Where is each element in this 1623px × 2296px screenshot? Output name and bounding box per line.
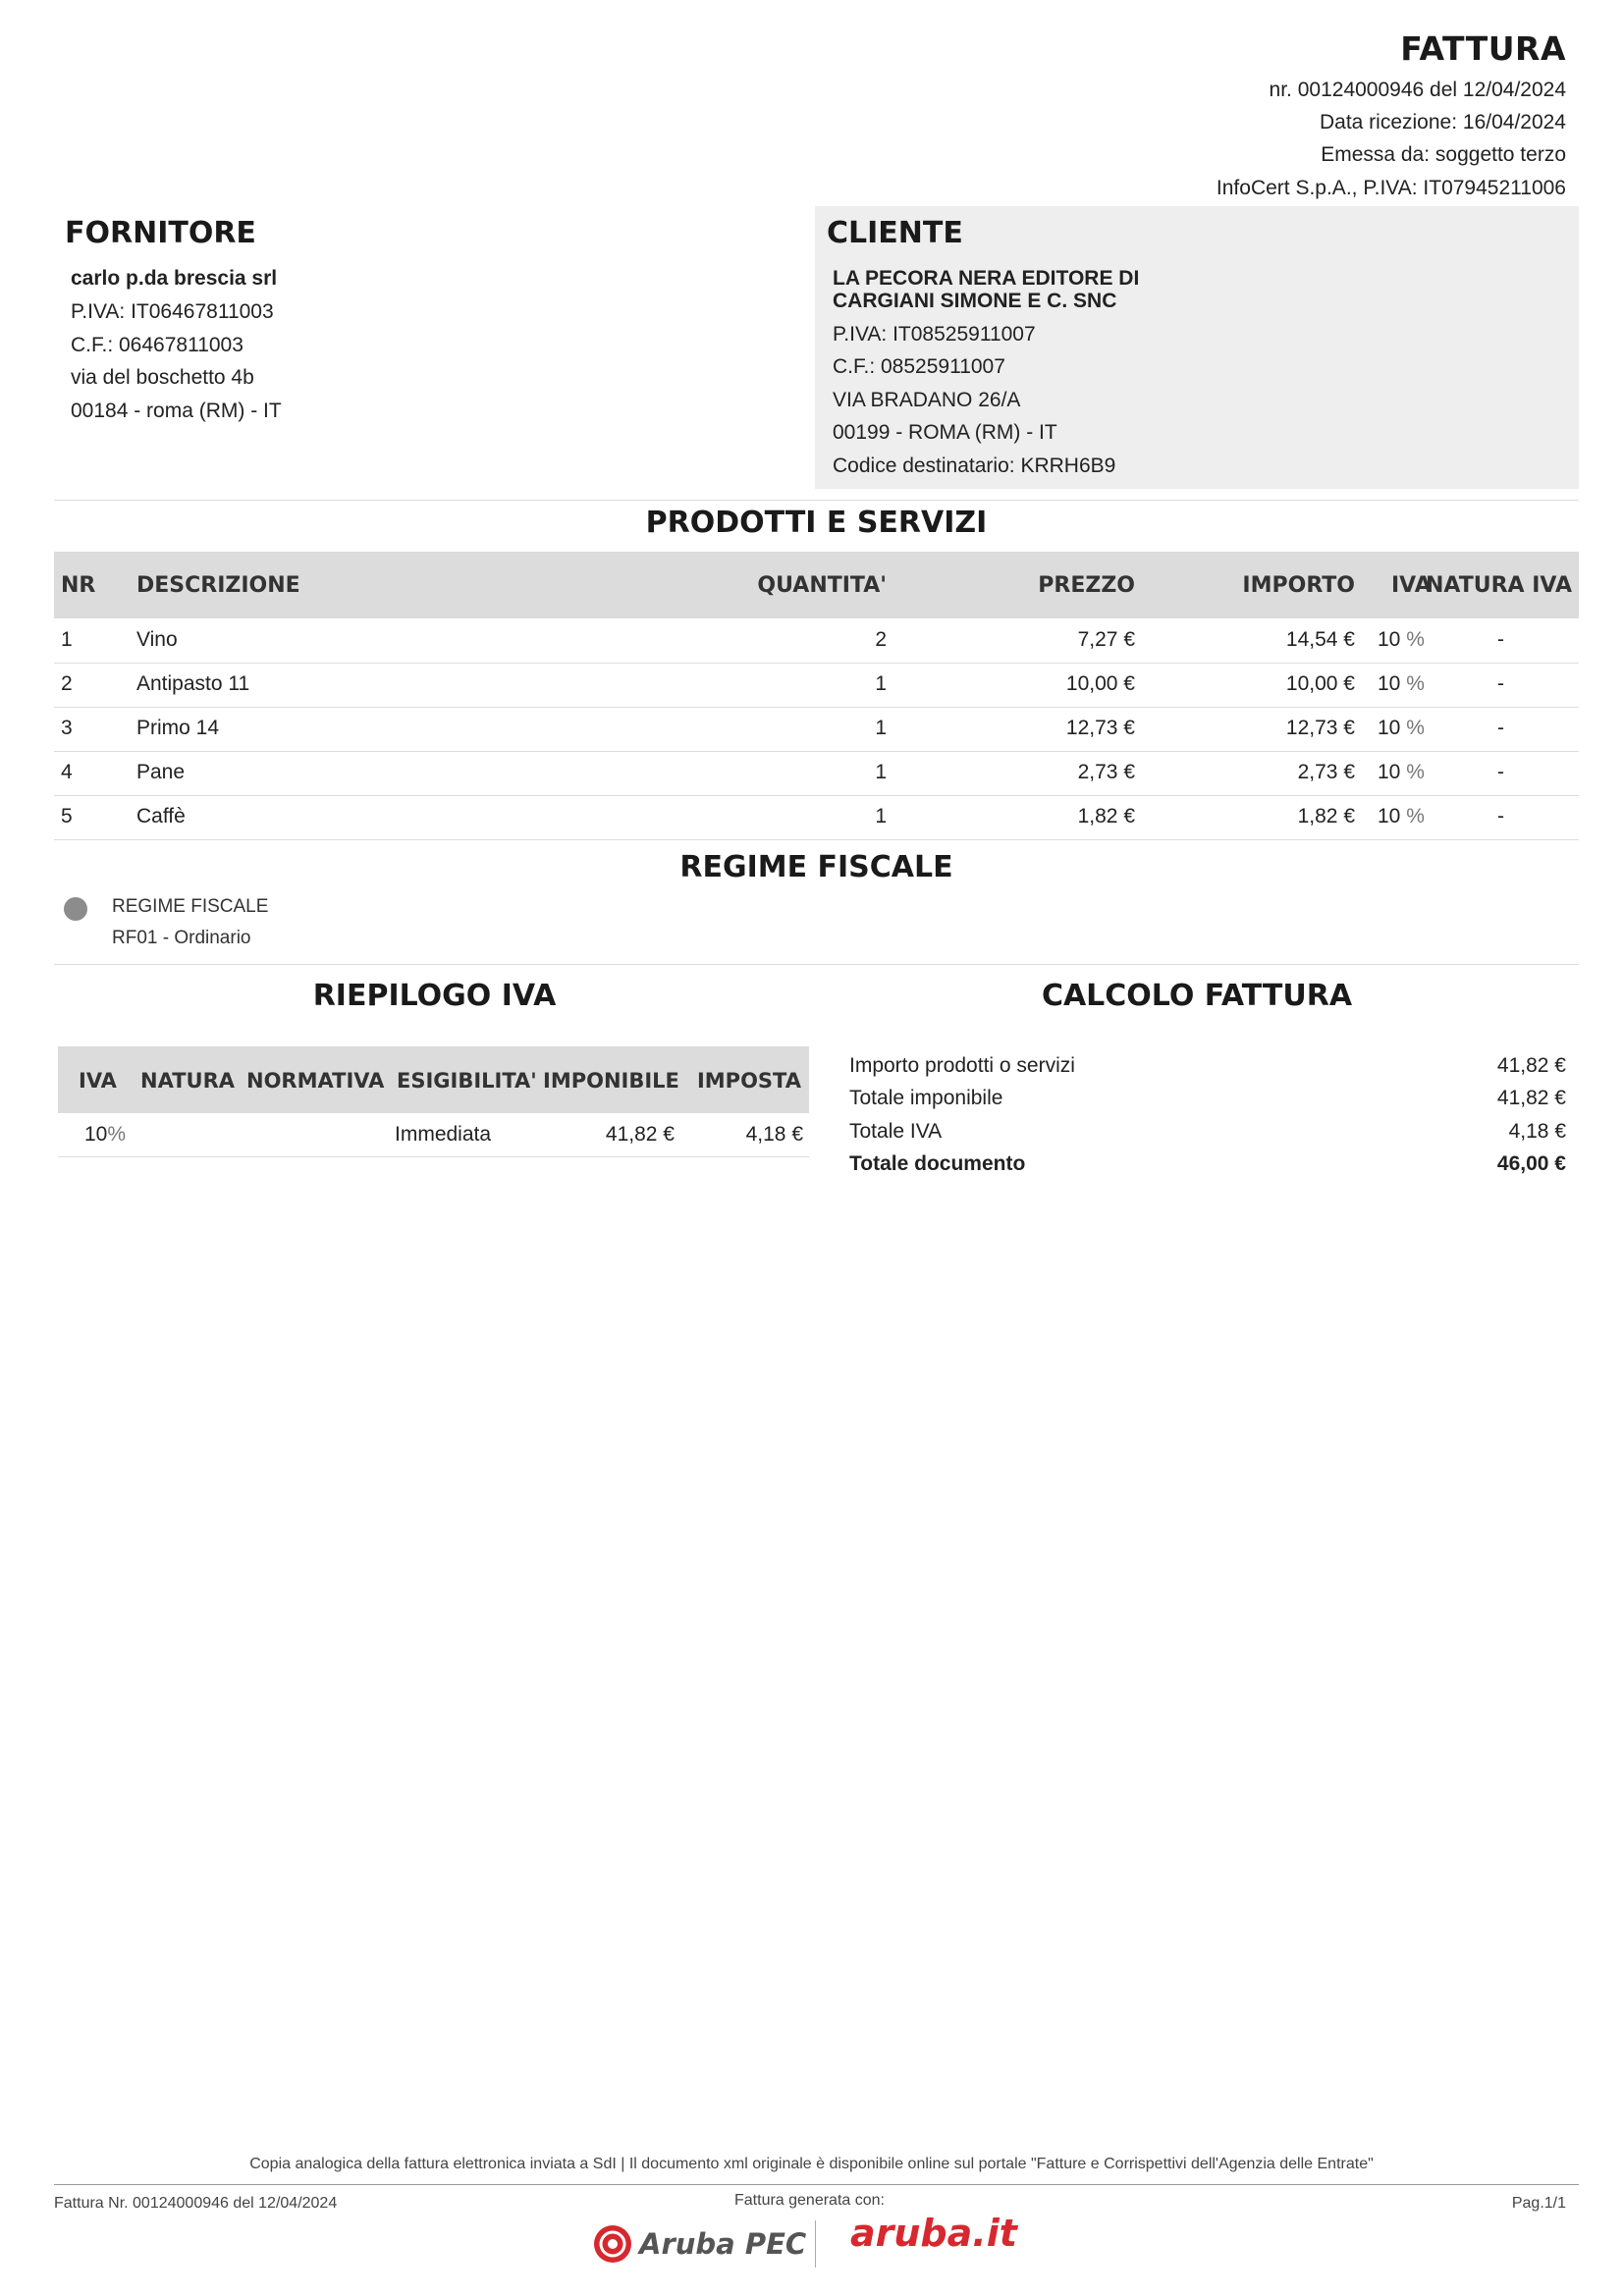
calc-label: Importo prodotti o servizi bbox=[849, 1054, 1075, 1077]
client-name-line2: CARGIANI SIMONE E C. SNC bbox=[833, 290, 1117, 312]
divider bbox=[54, 500, 1579, 501]
row-quantity: 2 bbox=[875, 628, 887, 651]
row-price: 7,27 € bbox=[1077, 628, 1135, 651]
row-vat-pct: % bbox=[1406, 672, 1425, 695]
col-amount: IMPORTO bbox=[1242, 573, 1355, 598]
supplier-section bbox=[65, 216, 256, 250]
row-amount: 14,54 € bbox=[1285, 628, 1355, 651]
row-amount: 2,73 € bbox=[1297, 761, 1355, 783]
supplier-address: via del boschetto 4b bbox=[71, 366, 254, 389]
vat-summary-title: RIEPILOGO IVA bbox=[312, 979, 557, 1013]
supplier-piva: P.IVA: IT06467811003 bbox=[71, 300, 274, 323]
row-vat-pct: % bbox=[1406, 761, 1425, 783]
row-amount: 10,00 € bbox=[1285, 672, 1355, 695]
col-regulation: NORMATIVA bbox=[246, 1069, 385, 1093]
row-nr: 5 bbox=[61, 805, 73, 828]
client-city: 00199 - ROMA (RM) - IT bbox=[833, 421, 1057, 444]
footer-invoice-ref: Fattura Nr. 00124000946 del 12/04/2024 bbox=[54, 2195, 338, 2212]
row-description: Primo 14 bbox=[136, 717, 220, 739]
row-quantity: 1 bbox=[875, 672, 887, 695]
invoice-number-line: nr. 00124000946 del 12/04/2024 bbox=[1269, 79, 1566, 101]
row-quantity: 1 bbox=[875, 805, 887, 828]
row-vat-pct: % bbox=[1406, 628, 1425, 651]
col-chargeability: ESIGIBILITA' bbox=[397, 1069, 537, 1093]
vat-summary-header bbox=[58, 1046, 809, 1113]
row-vat bbox=[1378, 672, 1425, 696]
aruba-pec-seal-icon bbox=[592, 2223, 633, 2265]
footer-divider bbox=[54, 2184, 1579, 2185]
col-vat: IVA bbox=[79, 1069, 117, 1093]
table-row bbox=[54, 618, 1579, 664]
row-vat-nature: - bbox=[1497, 805, 1504, 828]
row-nr: 3 bbox=[61, 717, 73, 739]
table-row bbox=[58, 1113, 809, 1157]
footer-note: Copia analogica della fattura elettronica inviata a SdI | Il documento xml originale è disponibile online sul portale "Fatture e Corrispettivi dell'Agenzia delle Entrate" bbox=[249, 2156, 1374, 2172]
table-row bbox=[54, 751, 1579, 796]
intermediary-line: InfoCert S.p.A., P.IVA: IT07945211006 bbox=[1216, 177, 1566, 199]
row-price: 10,00 € bbox=[1065, 672, 1135, 695]
col-tax: IMPOSTA bbox=[696, 1069, 801, 1093]
footer-page: Pag.1/1 bbox=[1511, 2195, 1566, 2212]
client-piva: P.IVA: IT08525911007 bbox=[833, 323, 1036, 346]
vat-chargeability: Immediata bbox=[395, 1123, 492, 1146]
col-quantity: QUANTITA' bbox=[757, 573, 887, 598]
row-amount: 12,73 € bbox=[1285, 717, 1355, 739]
col-nature: NATURA bbox=[140, 1069, 235, 1093]
footer-generated-with: Fattura generata con: bbox=[734, 2192, 885, 2209]
row-vat-value: 10 bbox=[1378, 805, 1401, 828]
row-nr: 1 bbox=[61, 628, 73, 651]
row-description: Antipasto 11 bbox=[136, 672, 250, 695]
row-quantity: 1 bbox=[875, 717, 887, 739]
supplier-name: carlo p.da brescia srl bbox=[71, 267, 278, 290]
col-nr: NR bbox=[61, 573, 96, 598]
row-vat bbox=[1378, 628, 1425, 652]
received-date-line: Data ricezione: 16/04/2024 bbox=[1319, 111, 1566, 133]
vat-rate: 10 bbox=[84, 1123, 108, 1146]
row-description: Caffè bbox=[136, 805, 186, 828]
row-vat-value: 10 bbox=[1378, 672, 1401, 695]
row-quantity: 1 bbox=[875, 761, 887, 783]
client-name-line1: LA PECORA NERA EDITORE DI bbox=[833, 267, 1140, 290]
calc-title: CALCOLO FATTURA bbox=[1041, 979, 1353, 1013]
calc-value: 4,18 € bbox=[1508, 1120, 1566, 1143]
row-price: 1,82 € bbox=[1077, 805, 1135, 828]
total-label: Totale documento bbox=[849, 1152, 1026, 1175]
supplier-title: FORNITORE bbox=[65, 216, 256, 250]
supplier-cf: C.F.: 06467811003 bbox=[71, 334, 243, 356]
calc-label: Totale imponibile bbox=[849, 1087, 1003, 1109]
row-vat-pct: % bbox=[1406, 717, 1425, 739]
divider bbox=[54, 964, 1579, 965]
row-vat bbox=[1378, 761, 1425, 784]
client-title: CLIENTE bbox=[827, 216, 963, 250]
row-vat-nature: - bbox=[1497, 761, 1504, 783]
row-description: Pane bbox=[136, 761, 186, 783]
col-vat-nature: NATURA IVA bbox=[1426, 573, 1572, 598]
aruba-pec-logo-text: Aruba PEC bbox=[639, 2227, 807, 2261]
client-cf: C.F.: 08525911007 bbox=[833, 355, 1005, 378]
calc-value: 41,82 € bbox=[1496, 1087, 1566, 1109]
row-description: Vino bbox=[136, 628, 178, 651]
row-vat-nature: - bbox=[1497, 628, 1504, 651]
vat-value bbox=[84, 1123, 126, 1147]
invoice-title: FATTURA bbox=[1400, 29, 1566, 68]
row-nr: 4 bbox=[61, 761, 73, 783]
row-vat bbox=[1378, 717, 1425, 740]
aruba-pec-logo bbox=[592, 2222, 806, 2266]
row-vat-pct: % bbox=[1406, 805, 1425, 828]
row-vat-nature: - bbox=[1497, 717, 1504, 739]
logo-divider bbox=[815, 2220, 816, 2268]
calc-label: Totale IVA bbox=[849, 1120, 943, 1143]
row-vat-nature: - bbox=[1497, 672, 1504, 695]
client-recipient-code: Codice destinatario: KRRH6B9 bbox=[833, 454, 1116, 477]
regime-label: REGIME FISCALE bbox=[112, 896, 269, 917]
regime-title: REGIME FISCALE bbox=[679, 850, 953, 884]
supplier-city: 00184 - roma (RM) - IT bbox=[71, 400, 282, 422]
products-table-header bbox=[54, 552, 1579, 618]
row-vat-value: 10 bbox=[1378, 628, 1401, 651]
calc-value: 41,82 € bbox=[1496, 1054, 1566, 1077]
col-description: DESCRIZIONE bbox=[136, 573, 300, 598]
regime-value: RF01 - Ordinario bbox=[112, 928, 251, 948]
row-vat bbox=[1378, 805, 1425, 828]
row-vat-value: 10 bbox=[1378, 761, 1401, 783]
bullet-icon bbox=[64, 897, 87, 921]
issued-by-line: Emessa da: soggetto terzo bbox=[1321, 143, 1566, 166]
row-nr: 2 bbox=[61, 672, 73, 695]
products-title: PRODOTTI E SERVIZI bbox=[645, 506, 988, 540]
row-price: 12,73 € bbox=[1065, 717, 1135, 739]
table-row bbox=[54, 795, 1579, 840]
col-price: PREZZO bbox=[1038, 573, 1135, 598]
aruba-it-logo: aruba.it bbox=[850, 2212, 1017, 2255]
table-row bbox=[54, 707, 1579, 752]
row-price: 2,73 € bbox=[1077, 761, 1135, 783]
client-address: VIA BRADANO 26/A bbox=[833, 389, 1021, 411]
row-amount: 1,82 € bbox=[1297, 805, 1355, 828]
table-row bbox=[54, 663, 1579, 708]
vat-taxable: 41,82 € bbox=[605, 1123, 675, 1146]
row-vat-value: 10 bbox=[1378, 717, 1401, 739]
col-vat: IVA bbox=[1391, 573, 1432, 598]
total-value: 46,00 € bbox=[1496, 1152, 1566, 1175]
col-taxable: IMPONIBILE bbox=[543, 1069, 679, 1093]
vat-pct: % bbox=[107, 1123, 127, 1146]
vat-tax: 4,18 € bbox=[745, 1123, 803, 1146]
